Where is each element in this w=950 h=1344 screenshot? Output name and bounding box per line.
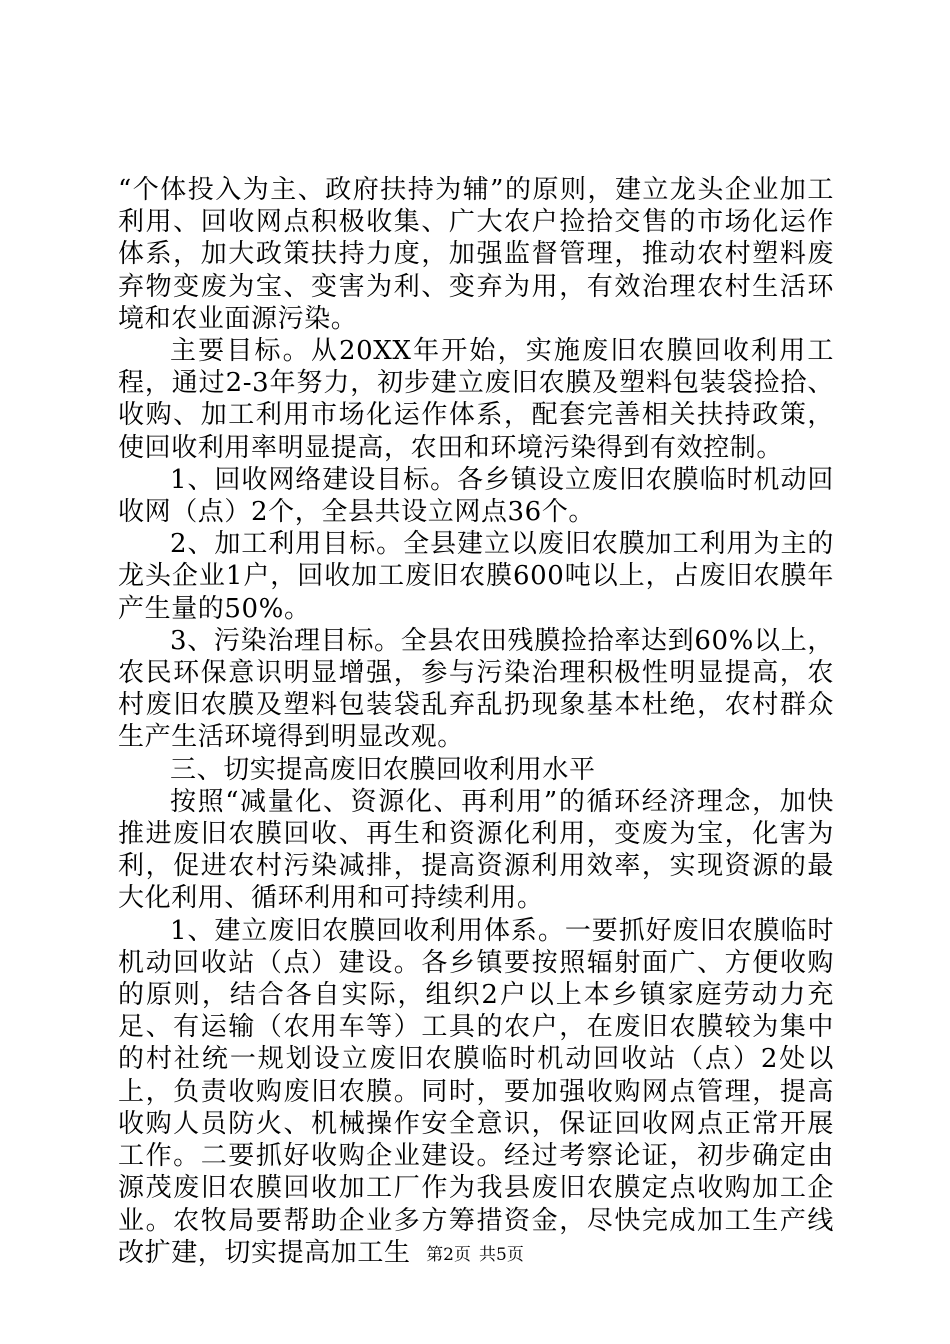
paragraph-pollution-goal: 3、污染治理目标。全县农田残膜捡拾率达到60%以上，农民环保意识明显增强，参与污染治理积极性明显提高，农村废旧农膜及塑料包装袋乱弃乱扔现象基本杜绝，农村群众生产生活环境得到明显改观。	[118, 625, 834, 753]
section-heading-three: 三、切实提高废旧农膜回收利用水平	[170, 754, 596, 785]
paragraph-network-goal: 1、回收网络建设目标。各乡镇设立废旧农膜临时机动回收网（点）2个，全县共设立网点36个。	[118, 464, 834, 528]
paragraph-processing-goal: 2、加工利用目标。全县建立以废旧农膜加工利用为主的龙头企业1户，回收加工废旧农膜600吨以上，占废旧农膜年产生量的50%。	[118, 529, 834, 624]
paragraph-recycling-system: 1、建立废旧农膜回收利用体系。一要抓好废旧农膜临时机动回收站（点）建设。各乡镇要按照辐射面广、方便收购的原则，结合各自实际，组织2户以上本乡镇家庭劳动力充足、有运输（农用车等）工具的农户，在废旧农膜较为集中的村社统一规划设立废旧农膜临时机动回收站（点）2处以上，负责收购废旧农膜。同时，要加强收购网点管理，提高收购人员防火、机械操作安全意识，保证回收网点正常开展工作。二要抓好收购企业建设。经过考察论证，初步确定由源茂废旧农膜回收加工厂作为我县废旧农膜定点收购加工企业。农牧局要帮助企业多方筹措资金，尽快完成加工生产线改扩建，切实提高加工生	[118, 915, 834, 1268]
paragraph-main-goals: 主要目标。从20XX年开始，实施废旧农膜回收利用工程，通过2-3年努力，初步建立废旧农膜及塑料包装袋捡拾、收购、加工利用市场化运作体系，配套完善相关扶持政策，使回收利用率明显提高，农田和环境污染得到有效控制。	[118, 336, 834, 463]
paragraph-circular-economy: 按照“减量化、资源化、再利用”的循环经济理念，加快推进废旧农膜回收、再生和资源化利用，变废为宝，化害为利，促进农村污染减排，提高资源利用效率，实现资源的最大化利用、循环利用和可持续利用。	[118, 786, 834, 914]
paragraph-principle-continuation: “个体投入为主、政府扶持为辅”的原则，建立龙头企业加工利用、回收网点积极收集、广大农户捡拾交售的市场化运作体系，加大政策扶持力度，加强监督管理，推动农村塑料废弃物变废为宝、变害为利、变弃为用，有效治理农村生活环境和农业面源污染。	[118, 175, 834, 334]
document-body	[118, 174, 834, 1269]
total-pages: 共5页	[479, 1245, 524, 1265]
page-number: 第2页	[426, 1245, 471, 1265]
page-footer	[0, 1244, 950, 1266]
